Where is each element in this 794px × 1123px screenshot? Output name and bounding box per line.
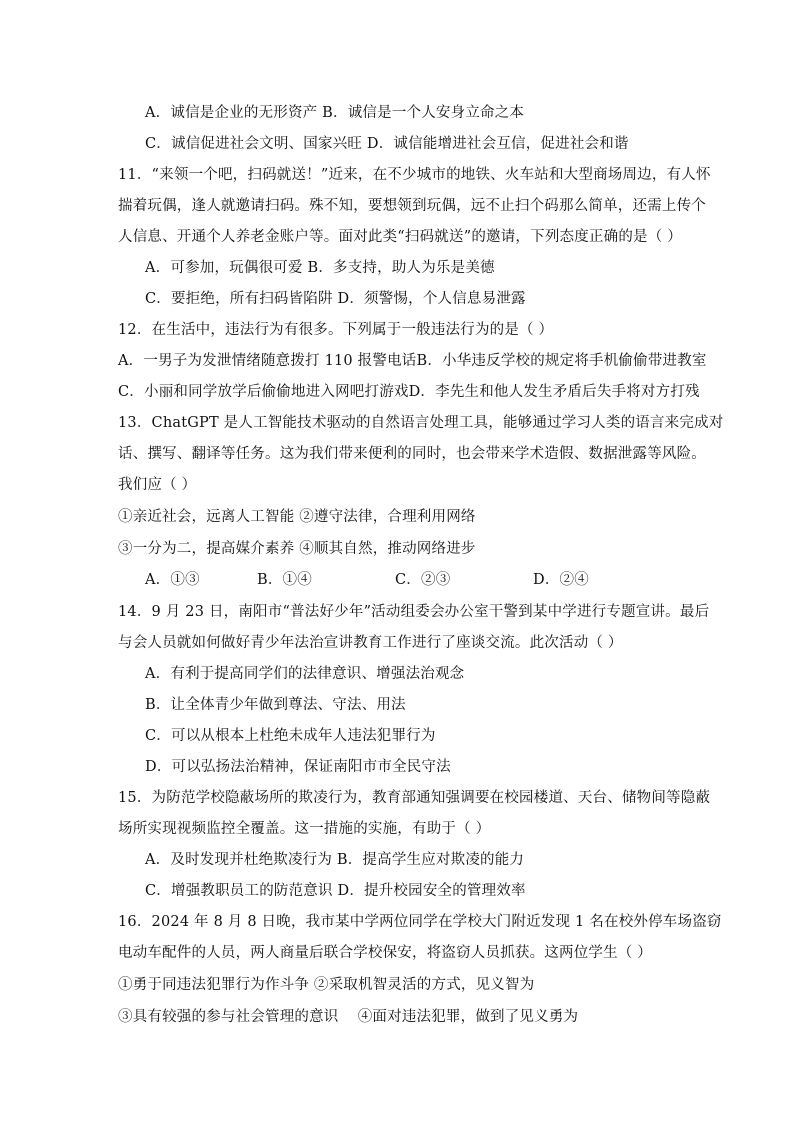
q16-statements-34: ③具有较强的参与社会管理的意识 ④面对违法犯罪，做到了见义勇为 bbox=[118, 1009, 579, 1025]
q13-option-a: A．①③ bbox=[145, 572, 200, 588]
q15-stem-line-2: 场所实现视频监控全覆盖。这一措施的实施，有助于（ ） bbox=[118, 821, 491, 837]
q12-stem: 12．在生活中，违法行为有很多。下列属于一般违法行为的是（ ） bbox=[118, 322, 554, 338]
q11-stem-line-2: 揣着玩偶，逢人就邀请扫码。殊不知，要想领到玩偶，远不止扫个码那么简单，还需上传个 bbox=[118, 198, 706, 214]
q13-option-d: D．②④ bbox=[533, 572, 589, 588]
q15-stem-line-1: 15．为防范学校隐蔽场所的欺凌行为，教育部通知强调要在校园楼道、天台、储物间等隐蔽 bbox=[118, 790, 711, 806]
q16-stem-line-1: 16．2024 年 8 月 8 日晚，我市某中学两位同学在学校大门附近发现 1 名在校外停车场盗窃 bbox=[118, 914, 722, 930]
q15-options-cd: C．增强教职员工的防范意识 D．提升校园安全的管理效率 bbox=[145, 883, 526, 899]
q16-statements-12: ①勇于同违法犯罪行为作斗争 ②采取机智灵活的方式，见义智为 bbox=[118, 977, 535, 993]
q14-option-b: B．让全体青少年做到尊法、守法、用法 bbox=[145, 697, 406, 713]
q13-statements-34: ③一分为二，提高媒介素养 ④顺其自然，推动网络进步 bbox=[118, 541, 476, 557]
q13-stem-line-2: 话、撰写、翻译等任务。这为我们带来便利的同时，也会带来学术造假、数据泄露等风险。 bbox=[118, 446, 706, 462]
q12-options-ab: A．一男子为发泄情绪随意拨打 110 报警电话B．小华违反学校的规定将手机偷偷带进教室 bbox=[118, 353, 707, 369]
q12-options-cd: C．小丽和同学放学后偷偷地进入网吧打游戏D．李先生和他人发生矛盾后失手将对方打残 bbox=[118, 384, 700, 400]
q14-option-a: A．有利于提高同学们的法律意识、增强法治观念 bbox=[145, 666, 465, 682]
q11-stem-line-3: 人信息、开通个人养老金账户等。面对此类“扫码就送”的邀请，下列态度正确的是（ ） bbox=[118, 229, 682, 245]
q13-option-b: B．①④ bbox=[257, 572, 312, 588]
q10-options-ab: A．诚信是企业的无形资产 B．诚信是一个人安身立命之本 bbox=[145, 105, 525, 121]
q11-options-ab: A．可参加，玩偶很可爱 B．多支持，助人为乐是美德 bbox=[145, 260, 495, 276]
q14-stem-line-2: 与会人员就如何做好青少年法治宣讲教育工作进行了座谈交流。此次活动（ ） bbox=[118, 635, 623, 651]
q15-options-ab: A．及时发现并杜绝欺凌行为 B．提高学生应对欺凌的能力 bbox=[145, 852, 525, 868]
q13-option-c: C．②③ bbox=[395, 572, 451, 588]
q13-options bbox=[145, 570, 714, 590]
q13-stem-line-1: 13．ChatGPT 是人工智能技术驱动的自然语言处理工具，能够通过学习人类的语言来完成对 bbox=[118, 415, 724, 431]
q10-options-cd: C．诚信促进社会文明、国家兴旺 D．诚信能增进社会互信，促进社会和谐 bbox=[145, 136, 629, 152]
q16-stem-line-2: 电动车配件的人员，两人商量后联合学校保安，将盗窃人员抓获。这两位学生（ ） bbox=[118, 945, 653, 961]
q11-stem-line-1: 11．“来领一个吧，扫码就送！”近来，在不少城市的地铁、火车站和大型商场周边，有人怀 bbox=[118, 167, 711, 183]
q11-options-cd: C．要拒绝，所有扫码皆陷阱 D．须警惕，个人信息易泄露 bbox=[145, 291, 526, 307]
q13-statements-12: ①亲近社会，远离人工智能 ②遵守法律，合理利用网络 bbox=[118, 509, 476, 525]
q13-stem-line-3: 我们应（ ） bbox=[118, 477, 197, 493]
q14-stem-line-1: 14．9 月 23 日，南阳市“普法好少年”活动组委会办公室干警到某中学进行专题宣讲。最后 bbox=[118, 604, 710, 620]
q14-option-c: C．可以从根本上杜绝未成年人违法犯罪行为 bbox=[145, 728, 436, 744]
q14-option-d: D．可以弘扬法治精神，保证南阳市市全民守法 bbox=[145, 759, 451, 775]
